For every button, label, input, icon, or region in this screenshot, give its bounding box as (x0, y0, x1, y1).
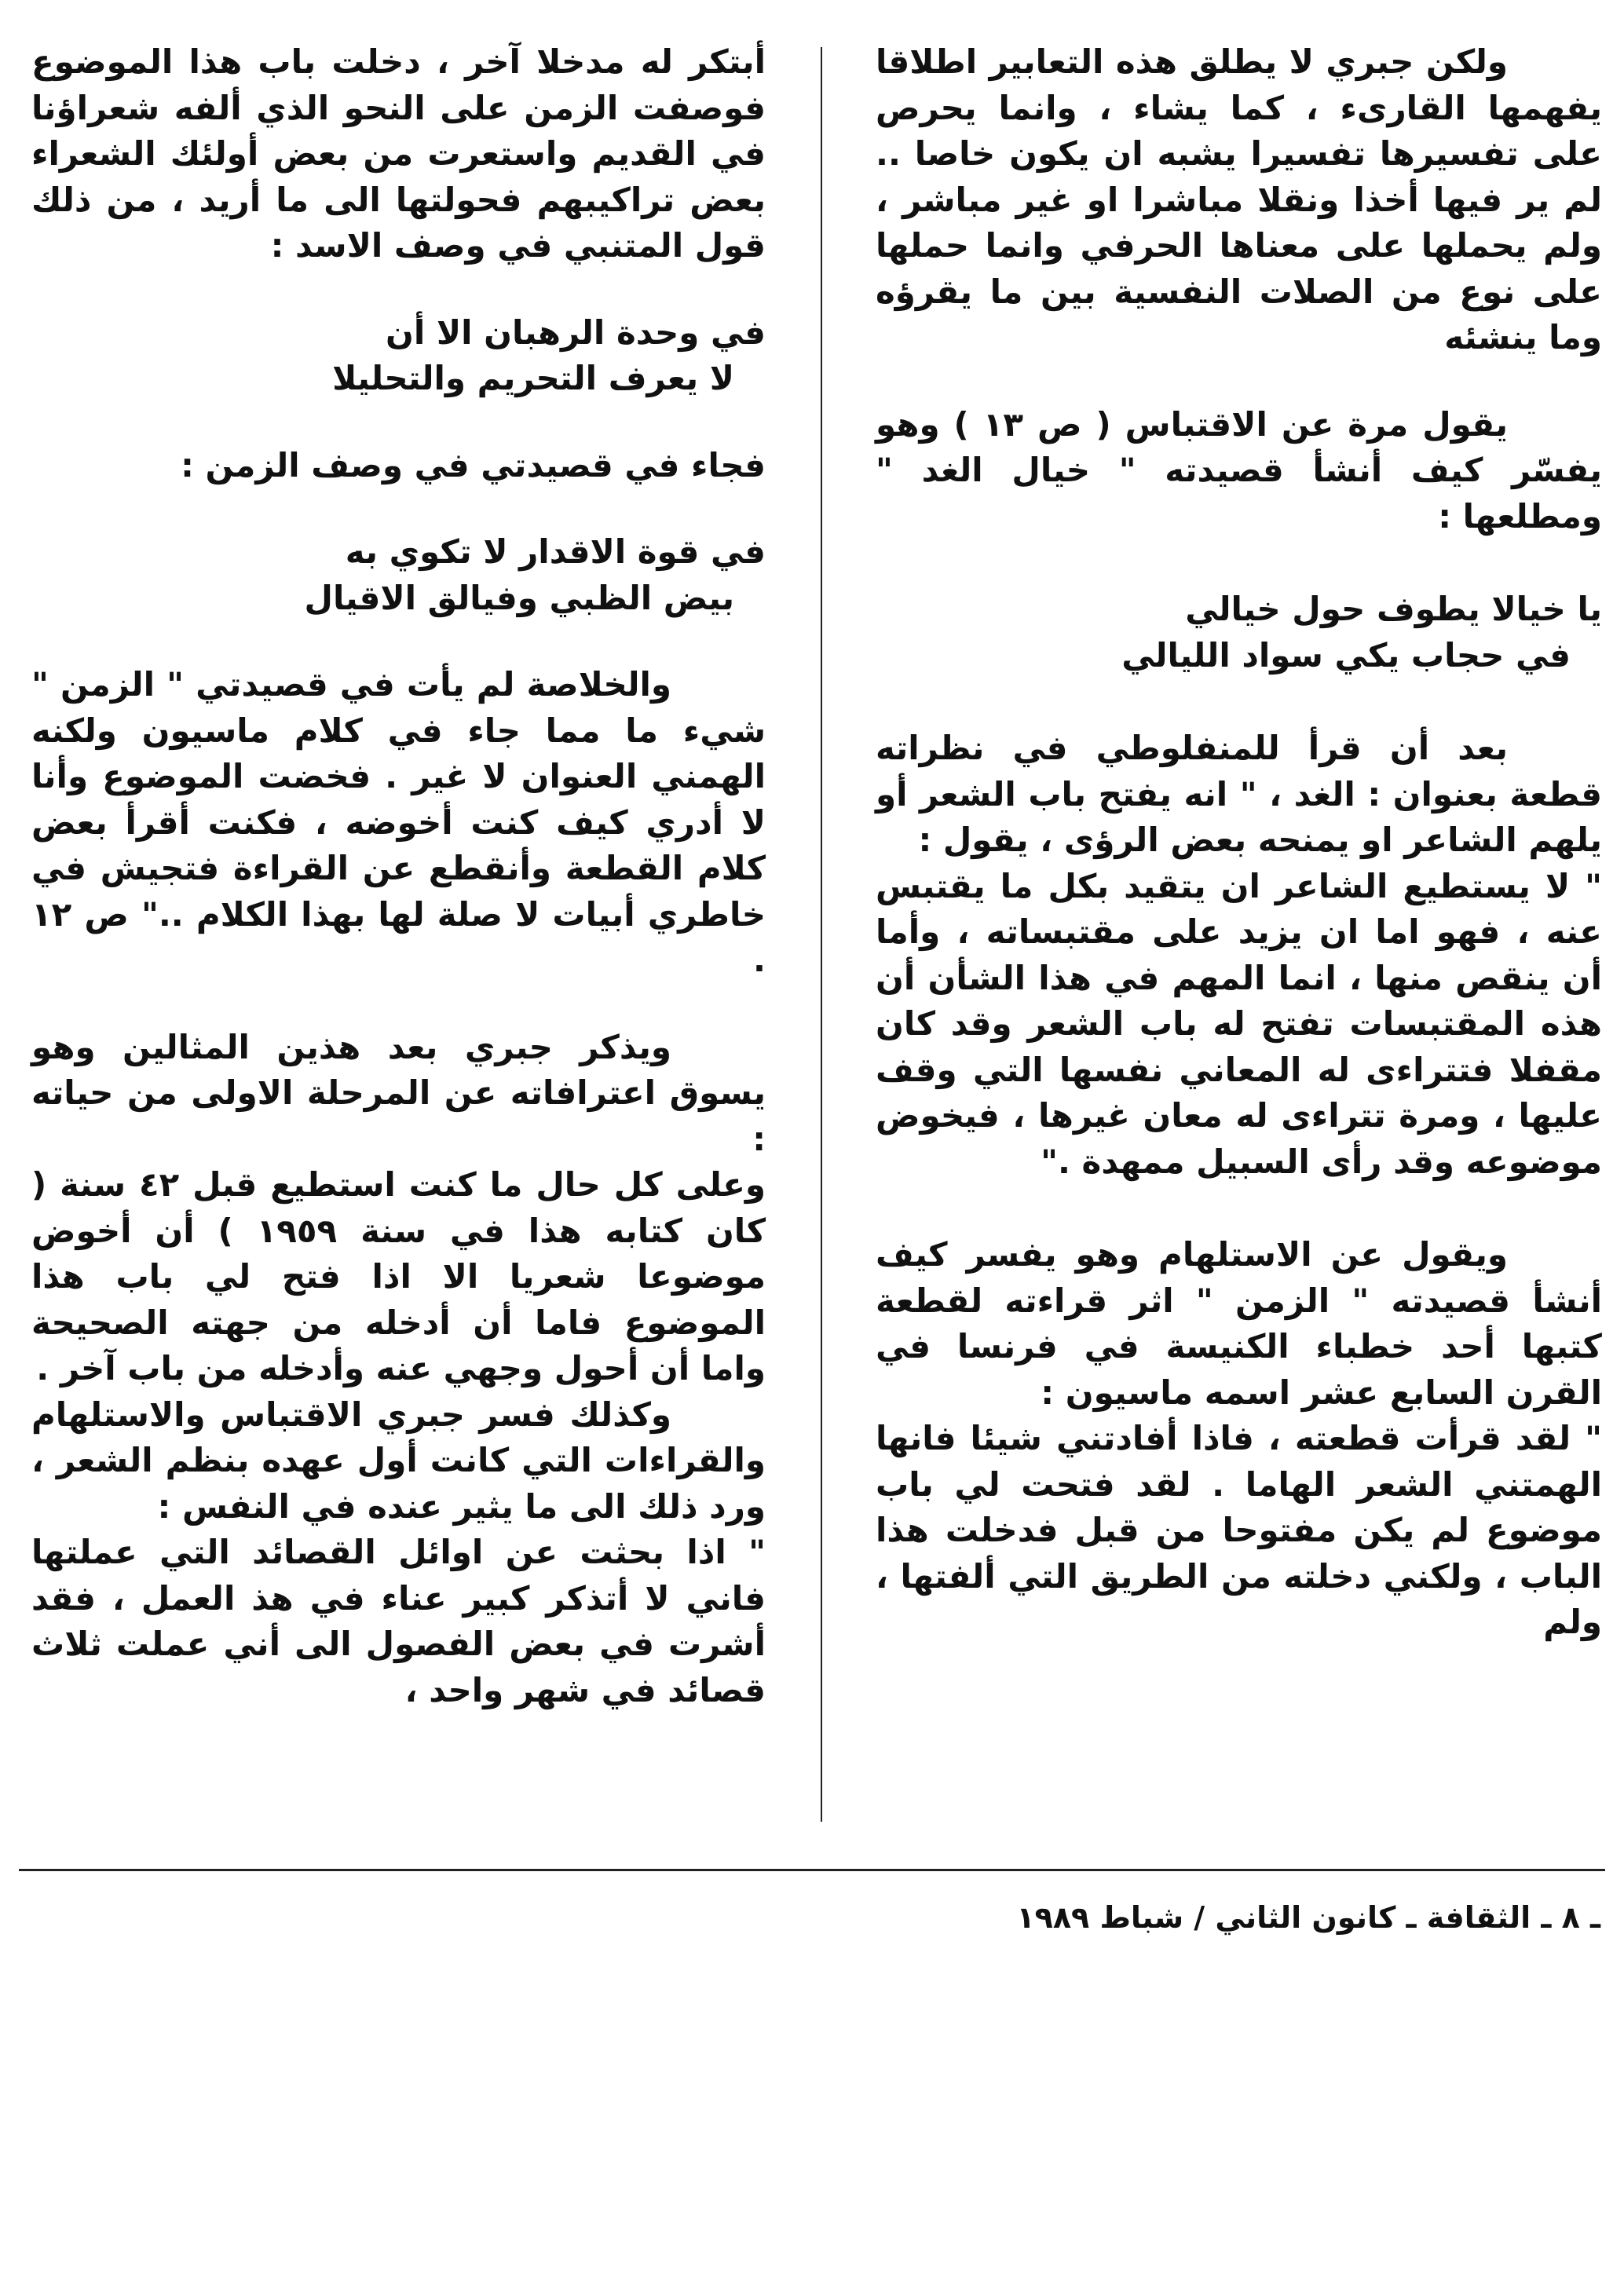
paragraph: ويقول عن الاستلهام وهو يفسر كيف أنشأ قصيدته " الزمن " اثر قراءته لقطعة كتبها أحد خطباء الكنيسة في فرنسا في القرن السابع عشر اسمه ماسيون : (876, 1235, 1602, 1412)
footer-rule (19, 1869, 1605, 1871)
verse-line: لا يعرف التحريم والتحليلا (332, 359, 734, 397)
paragraph: وعلى كل حال ما كنت استطيع قبل ٤٢ سنة ( كان كتابه هذا في سنة ١٩٥٩ ) أن أخوض موضوعا شعريا الا اذا فتح لي باب هذا الموضوع فاما أن أدخله من جهته الصحيحة واما أن أحول وجهي عنه وأدخله من باب آخر . (31, 1165, 766, 1387)
verse-line: يا خيالا يطوف حول خيالي (1185, 590, 1602, 628)
paragraph: فجاء في قصيدتي في وصف الزمن : (181, 445, 766, 484)
right-column (876, 39, 1602, 1646)
verse-line: بيض الظبي وفيالق الاقيال (304, 578, 734, 617)
quotation: " لقد قرأت قطعته ، فاذا أفادتني شيئا فانها الهمتني الشعر الهاما . لقد فتحت لي باب موضوع لم يكن مفتوحا من قبل فدخلت هذا الباب ، ولكني دخلته من الطريق التي ألفتها ، ولم (876, 1419, 1602, 1641)
quotation: " لا يستطيع الشاعر ان يتقيد بكل ما يقتبس عنه ، فهو اما ان يزيد على مقتبساته ، وأما أن ينقص منها ، انما المهم في هذا الشأن أن هذه المقتبسات تفتح له باب الشعر وقد كان مقفلا فتتراءى له المعاني نفسها التي وقف عليها ، ومرة تتراءى له معان غيرها ، فيخوض موضوعه وقد رأى السبيل ممهدة ." (876, 866, 1602, 1181)
paragraph: ويذكر جبري بعد هذين المثالين وهو يسوق اعترافاته عن المرحلة الاولى من حياته : (31, 1027, 766, 1158)
paragraph: يقول مرة عن الاقتباس ( ص ١٣ ) وهو يفسّر كيف أنشأ قصيدته " خيال الغد " ومطلعها : (876, 404, 1602, 536)
quotation: " اذا بحثت عن اوائل القصائد التي عملتها فاني لا أتذكر كبير عناء في هذ العمل ، فقد أشرت في بعض الفصول الى أني عملت ثلاث قصائد في شهر واحد ، (31, 1533, 766, 1709)
verse-line: في حجاب يكي سواد الليالي (1121, 635, 1571, 675)
paragraph: والخلاصة لم يأت في قصيدتي " الزمن " شيء ما مما جاء في كلام ماسيون ولكنه الهمني العنوان لا غير . فخضت الموضوع وأنا لا أدري كيف كنت أخوضه ، فكنت أقرأ بعض كلام القطعة وأنقطع عن القراءة فتجيش في خاطري أبيات لا صلة لها بهذا الكلام .." ص ١٢ . (31, 665, 766, 979)
verse-line: في وحدة الرهبان الا أن (385, 313, 766, 352)
paragraph: وكذلك فسر جبري الاقتباس والاستلهام والقراءات التي كانت أول عهده بنظم الشعر ، ورد ذلك الى ما يثير عنده في النفس : (31, 1395, 766, 1526)
verse-line: في قوة الاقدار لا تكوي به (345, 532, 766, 571)
paragraph: ولكن جبري لا يطلق هذه التعابير اطلاقا يفهمها القارىء ، كما يشاء ، وانما يحرص على تفسيرها تفسيرا يشبه ان يكون خاصا .. لم ير فيها أخذا ونقلا مباشرا او غير مباشر ، ولم يحملها على معناها الحرفي وانما حملها على نوع من الصلات النفسية بين ما يقرؤه وما ينشئه (876, 42, 1602, 356)
page-footer: ـ ٨ ـ الثقافة ـ كانون الثاني / شباط ١٩٨٩ (1016, 1900, 1600, 1935)
left-column (31, 39, 766, 1713)
column-divider (821, 47, 822, 1822)
paragraph: أبتكر له مدخلا آخر ، دخلت باب هذا الموضوع فوصفت الزمن على النحو الذي ألفه شعراؤنا في القديم واستعرت من بعض أولئك الشعراء بعض تراكيبهم فحولتها الى ما أريد ، من ذلك قول المتنبي في وصف الاسد : (31, 42, 766, 265)
paragraph: بعد أن قرأ للمنفلوطي في نظراته قطعة بعنوان : الغد ، " انه يفتح باب الشعر أو يلهم الشاعر او يمنحه بعض الرؤى ، يقول : (876, 729, 1602, 859)
